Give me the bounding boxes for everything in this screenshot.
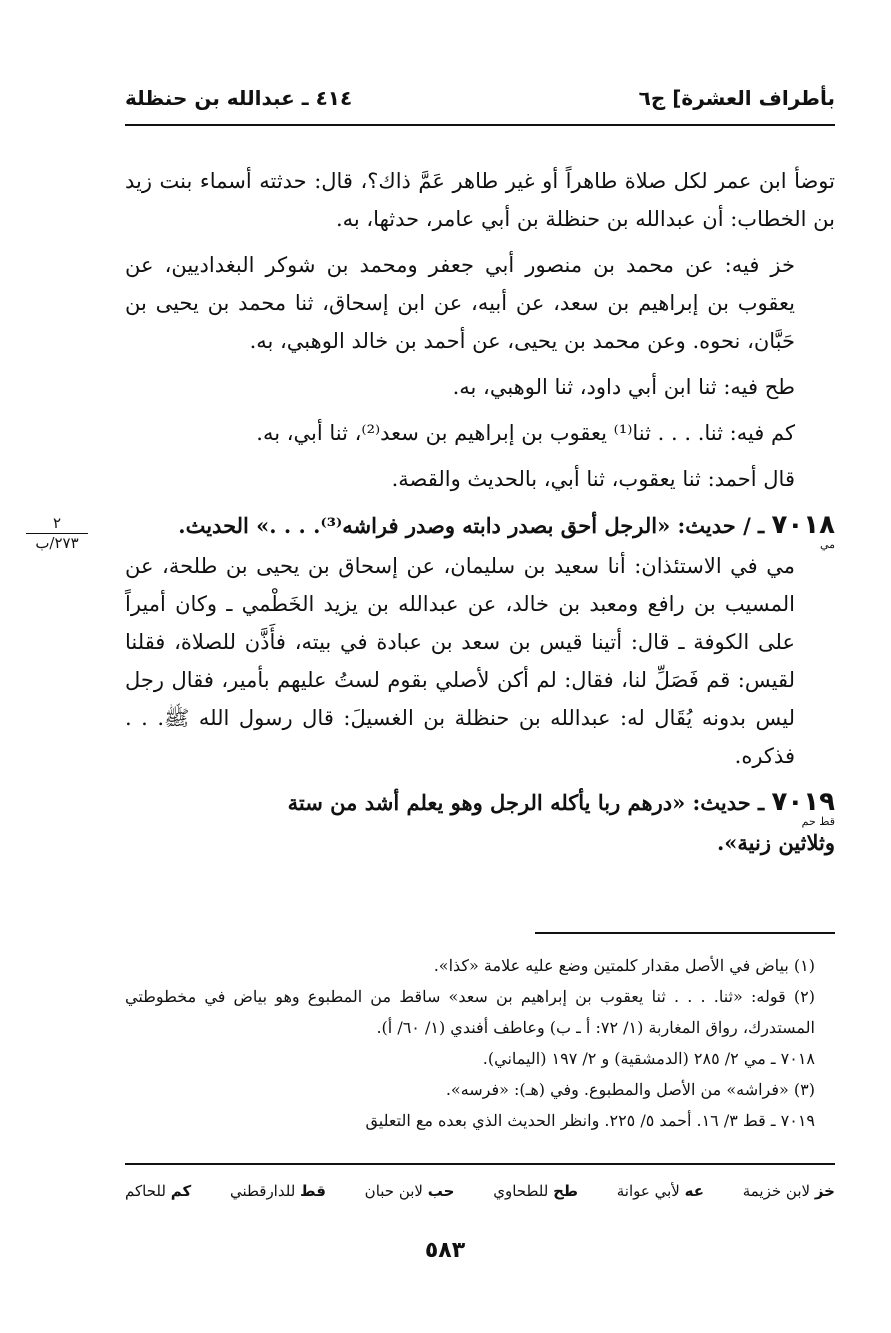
main-text [125, 162, 835, 870]
hadith-7019-ending: وثلاثين زنية». [716, 830, 835, 855]
paragraph-darimi: مي في الاستئذان: أنا سعيد بن سليمان، عن إسحاق بن يحيى بن طلحة، عن المسيب بن رافع ومعبد بن خالد، عن عبدالله بن يزيد الخَطْمي ـ وكان أميراً على الكوفة ـ قال: أتينا قيس بن سعد بن عبادة في بيته، فأَذَّن للصلاة، فقلنا لقيس: قم فَصَلِّ لنا، فقال: لم أكن لأصلي بقوم لستُ عليهم بأمير، فقال رجل ليس بدونه يُقَال له: عبدالله بن حنظلة بن الغسيلَ: قال رسول الله ﷺ. . . فذكره. [125, 554, 795, 768]
footnote-2: (٢) قوله: «ثنا. . . . ثنا يعقوب بن إبراهيم بن سعد» ساقط من المطبوع وهو بياض في مخطوطتي المستدرك، رواق المغاربة (١/ ٧٢: أ ـ ب) وعاطف أفندي (١/ ٦٠/ أ). [125, 987, 815, 1037]
paragraph-tah: طح فيه: ثنا ابن أبي داود، ثنا الوهبي، به. [452, 375, 795, 399]
footnote-1: (١) بياض في الأصل مقدار كلمتين وضع عليه علامة «كذا». [433, 956, 815, 975]
paragraph-continuation: توضأ ابن عمر لكل صلاة طاهراً أو غير طاهر عَمَّ ذاك؟، قال: حدثته أسماء بنت زيد بن الخطاب: أن عبدالله بن حنظلة بن أبي عامر، حدثها، به. [125, 169, 835, 231]
section-title: ٤١٤ ـ عبدالله بن حنظلة [125, 86, 353, 110]
reference-7019: ٧٠١٩ ـ قط ٣/ ١٦. أحمد ٥/ ٢٢٥. وانظر الحديث الذي بعده مع التعليق [365, 1111, 815, 1130]
legend-item: قط للدارقطني [229, 1182, 326, 1200]
paragraph-ahmad: قال أحمد: ثنا يعقوب، ثنا أبي، بالحديث والقصة. [391, 467, 795, 491]
running-title: بأطراف العشرة] ج٦ [638, 86, 835, 110]
page-number: ٥٨٣ [424, 1238, 466, 1263]
hadith-7018-heading [125, 506, 835, 545]
page-header [125, 76, 835, 120]
legend-item: طح للطحاوي [493, 1182, 579, 1200]
hadith-7019-text: ـ حديث: «درهم ربا يأكله الرجل وهو يعلم أشد من ستة [287, 790, 765, 815]
hadith-7018-text: ـ / حديث: «الرجل أحق بصدر دابته وصدر فراشه⁽³⁾. . . .» الحديث. [178, 513, 765, 538]
legend-item: كم للحاكم [125, 1182, 192, 1200]
legend-item: عه لأبي عوانة [616, 1182, 704, 1200]
header-rule [125, 124, 835, 126]
footnotes [125, 950, 835, 1136]
reference-7018: ٧٠١٨ ـ مي ٢/ ٢٨٥ (الدمشقية) و ٢/ ١٩٧ (اليماني). [482, 1049, 815, 1068]
hadith-7019-number: ٧٠١٩ [771, 787, 835, 817]
footnote-3: (٣) «فراشه» من الأصل والمطبوع. وفي (هـ): «فرسه». [445, 1080, 815, 1099]
hadith-7018-number: ٧٠١٨ [771, 510, 835, 540]
legend-item: حب لابن حبان [364, 1182, 455, 1200]
paragraph-khuz: خز فيه: عن محمد بن منصور أبي جعفر ومحمد بن شوكر البغداديين، عن يعقوب بن إبراهيم بن سعد، عن أبيه، عن ابن إسحاق، ثنا محمد بن يحيى بن حَبَّان، نحوه. وعن محمد بن يحيى، عن أحمد بن خالد الوهبي، به. [125, 253, 795, 353]
legend-item: خز لابن خزيمة [742, 1182, 835, 1200]
abbreviation-legend [125, 1182, 835, 1200]
hadith-7019-siglum: قط حم [801, 815, 835, 828]
footnote-separator [535, 932, 835, 934]
margin-folio-bottom: ٢٧٣/ب [35, 534, 79, 552]
paragraph-kam: كم فيه: ثنا. . . . ثنا⁽¹⁾ يعقوب بن إبراهيم بن سعد⁽²⁾، ثنا أبي، به. [256, 421, 795, 445]
margin-folio-note [26, 514, 88, 552]
hadith-7018-siglum: مي [819, 538, 835, 551]
margin-folio-top: ٢ [26, 514, 88, 534]
legend-rule [125, 1163, 835, 1165]
